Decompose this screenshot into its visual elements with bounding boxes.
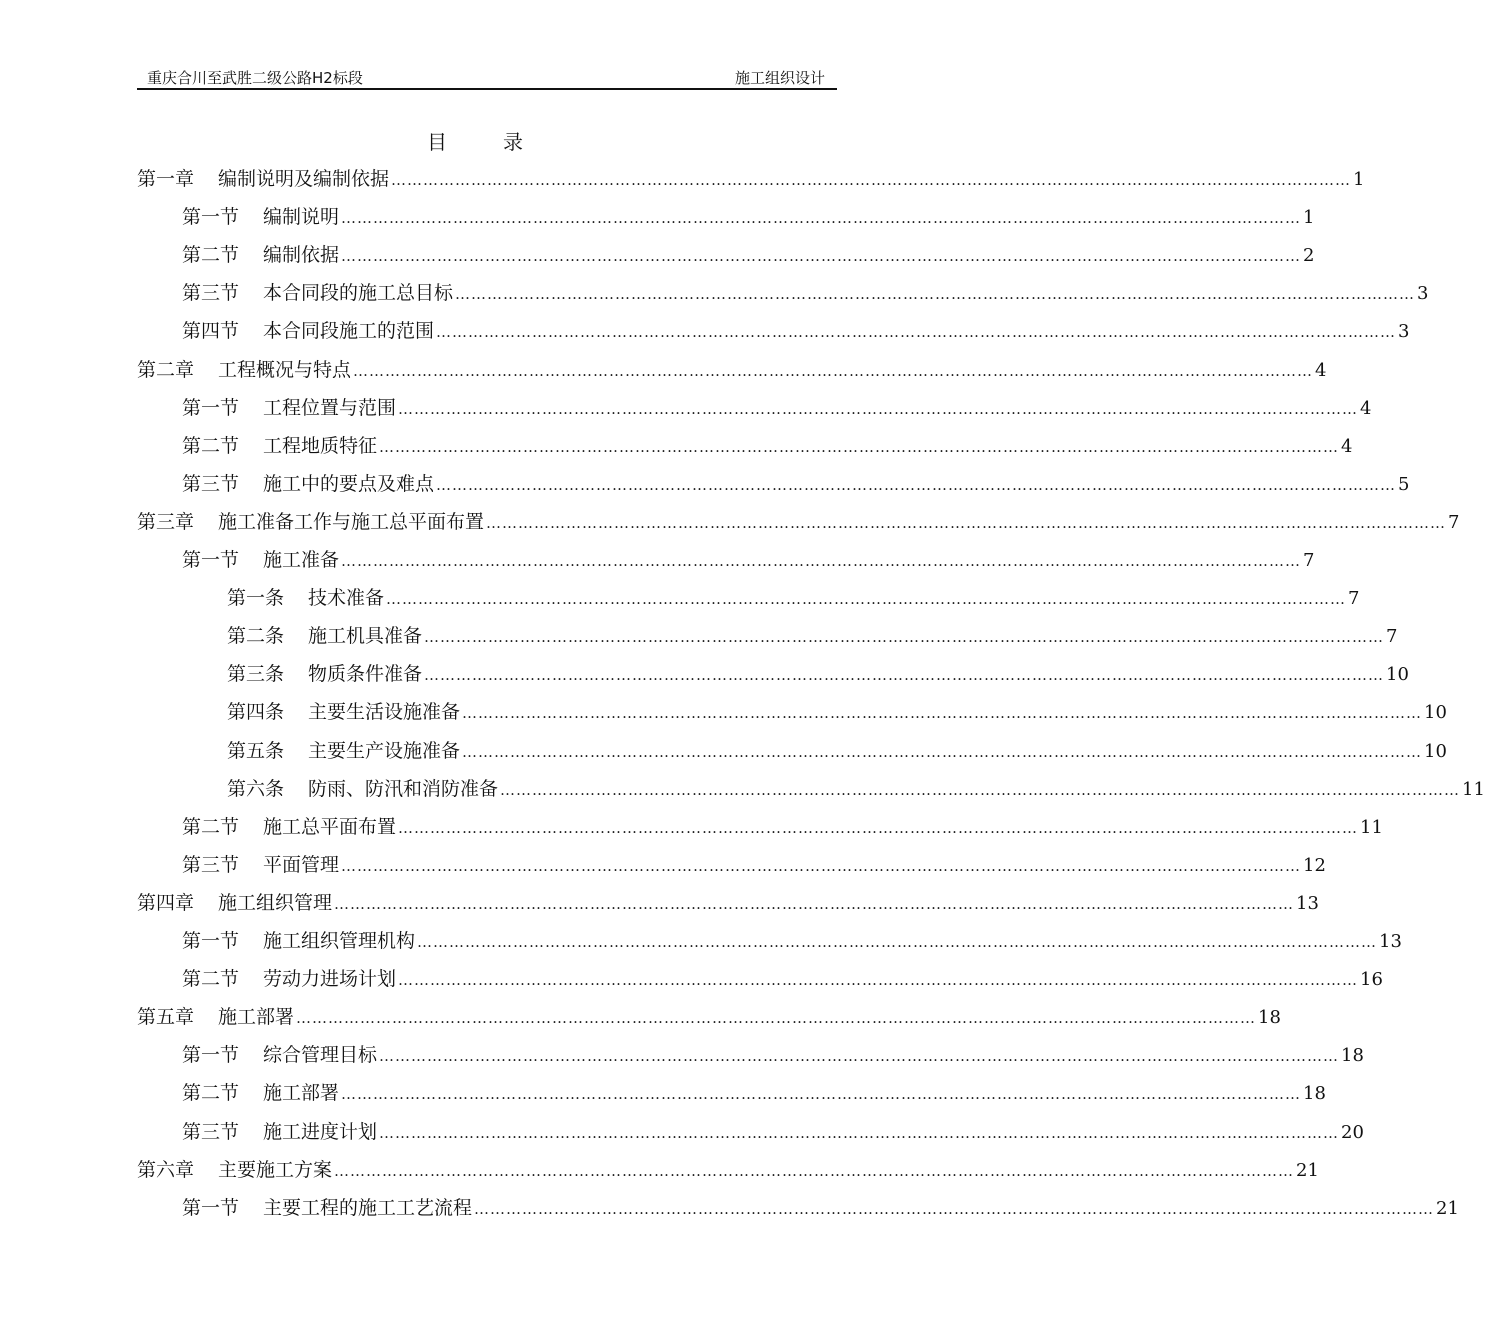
toc-entry-title: 综合管理目标 (263, 1044, 378, 1067)
toc-entry-page: 10 (1424, 702, 1447, 724)
toc-entry[interactable] (182, 812, 1383, 840)
toc-entry-number: 第四节 (182, 320, 240, 343)
toc-entry-title: 工程位置与范围 (263, 396, 397, 419)
toc-entry-page: 2 (1303, 245, 1315, 267)
toc-entry[interactable] (182, 1040, 1364, 1068)
toc-entry-page: 3 (1417, 283, 1429, 305)
toc-entry-number: 第二章 (137, 358, 195, 381)
toc-entry-number: 第二节 (182, 1082, 240, 1105)
toc-entry-title: 编制说明 (263, 206, 340, 229)
toc-entry-page: 4 (1315, 359, 1327, 381)
toc-entry-title: 工程概况与特点 (218, 358, 352, 381)
toc-entry-page: 11 (1462, 778, 1485, 800)
toc-entry[interactable] (182, 431, 1353, 459)
toc-dot-leader: ……………………………………………………………………………………………………………………………………………………………… (341, 209, 1302, 228)
toc-entry-number: 第三节 (182, 472, 240, 495)
toc-entry-page: 18 (1341, 1045, 1364, 1067)
toc-entry-page: 10 (1386, 664, 1409, 686)
toc-entry-page: 12 (1303, 854, 1326, 876)
toc-entry[interactable] (182, 964, 1383, 992)
toc-entry[interactable] (182, 1078, 1326, 1106)
toc-entry[interactable] (182, 850, 1326, 878)
toc-dot-leader: ……………………………………………………………………………………………………………………………………………………………… (379, 1047, 1340, 1066)
toc-entry-title: 施工总平面布置 (263, 815, 397, 838)
toc-entry-page: 7 (1348, 588, 1360, 610)
toc-entry-title: 劳动力进场计划 (263, 968, 397, 991)
toc-entry-number: 第三章 (137, 510, 195, 533)
toc-entry-page: 13 (1296, 892, 1319, 914)
toc-entry-number: 第一节 (182, 930, 240, 952)
toc-entry-page: 4 (1360, 397, 1372, 419)
toc-entry-number: 第一节 (182, 1044, 240, 1067)
toc-entry-number: 第一节 (182, 549, 240, 571)
toc-entry-number: 第四条 (227, 701, 285, 724)
toc-entry-page: 10 (1424, 740, 1447, 762)
toc-entry-number: 第二节 (182, 244, 240, 267)
toc-entry-page: 4 (1341, 435, 1353, 457)
toc-entry-title: 施工进度计划 (263, 1120, 378, 1143)
toc-dot-leader: ……………………………………………………………………………………………………………………………………………………………… (455, 285, 1416, 304)
toc-entry-page: 13 (1379, 931, 1402, 952)
toc-entry-title: 施工组织管理机构 (263, 930, 416, 952)
toc-entry-title: 主要工程的施工工艺流程 (263, 1196, 473, 1219)
toc-entry-page: 7 (1303, 550, 1315, 571)
toc-entry-page: 21 (1296, 1159, 1319, 1181)
toc-entry-number: 第二节 (182, 968, 240, 991)
toc-entry[interactable] (182, 278, 1429, 306)
toc-entry[interactable] (137, 355, 1327, 383)
toc-entry-title: 编制依据 (263, 244, 340, 267)
toc-entry[interactable] (227, 774, 1485, 802)
toc-entry[interactable] (182, 1193, 1459, 1221)
toc-entry-number: 第一章 (137, 168, 195, 190)
toc-dot-leader: ……………………………………………………………………………………………………………………………………………………………… (379, 437, 1340, 456)
toc-entry-page: 7 (1386, 626, 1398, 648)
toc-entry-title: 施工部署 (263, 1082, 340, 1105)
toc-entry[interactable] (182, 1117, 1364, 1145)
toc-dot-leader: ……………………………………………………………………………………………………………………………………………………………… (296, 1009, 1257, 1028)
toc-entry[interactable] (227, 659, 1409, 687)
toc-dot-leader: ……………………………………………………………………………………………………………………………………………………………… (500, 780, 1461, 799)
toc-entry-title: 技术准备 (308, 587, 385, 610)
toc-entry-number: 第三节 (182, 1120, 240, 1143)
toc-entry-page: 20 (1341, 1121, 1364, 1143)
toc-entry-page: 16 (1360, 969, 1383, 991)
toc-dot-leader: ……………………………………………………………………………………………………………………………………………………………… (334, 894, 1295, 913)
toc-entry[interactable] (227, 736, 1447, 764)
toc-dot-leader: ……………………………………………………………………………………………………………………………………………………………… (462, 742, 1423, 761)
toc-entry-number: 第一节 (182, 1196, 240, 1219)
toc-entry-title: 工程地质特征 (263, 434, 378, 457)
toc-entry-page: 11 (1360, 816, 1383, 838)
toc-dot-leader: ……………………………………………………………………………………………………………………………………………………………… (424, 666, 1385, 685)
toc-title: 目录 (427, 130, 579, 154)
toc-entry-number: 第一节 (182, 206, 240, 229)
toc-dot-leader: ……………………………………………………………………………………………………………………………………………………………… (398, 971, 1359, 990)
toc-entry-title: 施工中的要点及难点 (263, 472, 435, 495)
toc-dot-leader: ……………………………………………………………………………………………………………………………………………………………… (334, 1161, 1295, 1180)
toc-entry-title: 主要生产设施准备 (308, 739, 461, 762)
toc-entry-title: 施工机具准备 (308, 625, 423, 648)
toc-entry-number: 第二条 (227, 625, 285, 648)
toc-entry-title: 编制说明及编制依据 (218, 168, 390, 190)
toc-entry-title: 本合同段施工的范围 (263, 320, 435, 343)
toc-dot-leader: ……………………………………………………………………………………………………………………………………………………………… (341, 1085, 1302, 1104)
toc-dot-leader: ……………………………………………………………………………………………………………………………………………………………… (341, 856, 1302, 875)
toc-entry-page: 1 (1303, 207, 1315, 229)
toc-dot-leader: ……………………………………………………………………………………………………………………………………………………………… (424, 628, 1385, 647)
toc-dot-leader: ……………………………………………………………………………………………………………………………………………………………… (462, 704, 1423, 723)
toc-entry[interactable] (182, 202, 1315, 230)
toc-entry-page: 18 (1258, 1007, 1281, 1029)
toc-entry[interactable] (182, 240, 1315, 268)
toc-entry-page: 21 (1436, 1197, 1459, 1219)
toc-entry[interactable] (137, 888, 1319, 916)
toc-dot-leader: ……………………………………………………………………………………………………………………………………………………………… (417, 933, 1378, 951)
toc-dot-leader: ……………………………………………………………………………………………………………………………………………………………… (379, 1123, 1340, 1142)
toc-entry-page: 1 (1353, 169, 1365, 190)
toc-entry-title: 施工准备 (263, 549, 340, 571)
toc-entry-title: 施工准备工作与施工总平面布置 (218, 510, 485, 533)
toc-dot-leader: ……………………………………………………………………………………………………………………………………………………………… (436, 323, 1397, 342)
toc-entry-number: 第三节 (182, 282, 240, 305)
toc-entry[interactable] (227, 697, 1447, 725)
toc-entry-page: 5 (1398, 473, 1410, 495)
toc-entry-number: 第五章 (137, 1006, 195, 1029)
toc-entry-title: 防雨、防汛和消防准备 (308, 777, 499, 800)
toc-entry-title: 施工组织管理 (218, 891, 333, 914)
toc-entry-title: 物质条件准备 (308, 663, 423, 686)
toc-entry[interactable] (137, 507, 1460, 535)
toc-entry-number: 第一条 (227, 587, 285, 610)
toc-dot-leader: ……………………………………………………………………………………………………………………………………………………………… (436, 475, 1397, 494)
toc-entry[interactable] (182, 469, 1410, 497)
toc-dot-leader: ……………………………………………………………………………………………………………………………………………………………… (341, 247, 1302, 266)
toc-entry-title: 本合同段的施工总目标 (263, 282, 454, 305)
toc-entry-number: 第五条 (227, 739, 285, 762)
toc-dot-leader: ……………………………………………………………………………………………………………………………………………………………… (391, 171, 1352, 189)
toc-entry-number: 第三条 (227, 663, 285, 686)
toc-dot-leader: ……………………………………………………………………………………………………………………………………………………………… (486, 513, 1447, 532)
toc-dot-leader: ……………………………………………………………………………………………………………………………………………………………… (353, 361, 1314, 380)
toc-entry-title: 主要生活设施准备 (308, 701, 461, 724)
toc-entry-page: 3 (1398, 321, 1410, 343)
toc-entry-title: 平面管理 (263, 853, 340, 876)
toc-entry-page: 18 (1303, 1083, 1326, 1105)
header-project-title: 重庆合川至武胜二级公路H2标段 (147, 69, 363, 87)
toc-dot-leader: ……………………………………………………………………………………………………………………………………………………………… (474, 1199, 1435, 1218)
toc-entry[interactable] (182, 393, 1372, 421)
toc-entry-number: 第三节 (182, 853, 240, 876)
header-document-type: 施工组织设计 (734, 69, 825, 87)
toc-entry[interactable] (182, 926, 1402, 954)
toc-entry-number: 第六条 (227, 777, 285, 800)
toc-entry-number: 第一节 (182, 396, 240, 419)
toc-dot-leader: ……………………………………………………………………………………………………………………………………………………………… (341, 552, 1302, 570)
toc-entry-number: 第二节 (182, 434, 240, 457)
toc-entry-title: 主要施工方案 (218, 1158, 333, 1181)
toc-entry[interactable] (137, 1002, 1281, 1030)
toc-dot-leader: ……………………………………………………………………………………………………………………………………………………………… (398, 399, 1359, 418)
toc-entry-number: 第六章 (137, 1158, 195, 1181)
toc-entry-number: 第二节 (182, 815, 240, 838)
toc-entry[interactable] (182, 545, 1315, 573)
toc-entry-title: 施工部署 (218, 1006, 295, 1029)
toc-entry[interactable] (227, 583, 1360, 611)
toc-entry-number: 第四章 (137, 891, 195, 914)
toc-dot-leader: ……………………………………………………………………………………………………………………………………………………………… (386, 590, 1347, 609)
toc-entry[interactable] (227, 621, 1398, 649)
toc-entry[interactable] (182, 316, 1410, 344)
toc-dot-leader: ……………………………………………………………………………………………………………………………………………………………… (398, 818, 1359, 837)
toc-entry[interactable] (137, 1155, 1319, 1183)
toc-entry[interactable] (137, 164, 1365, 192)
toc-entry-page: 7 (1448, 511, 1460, 533)
